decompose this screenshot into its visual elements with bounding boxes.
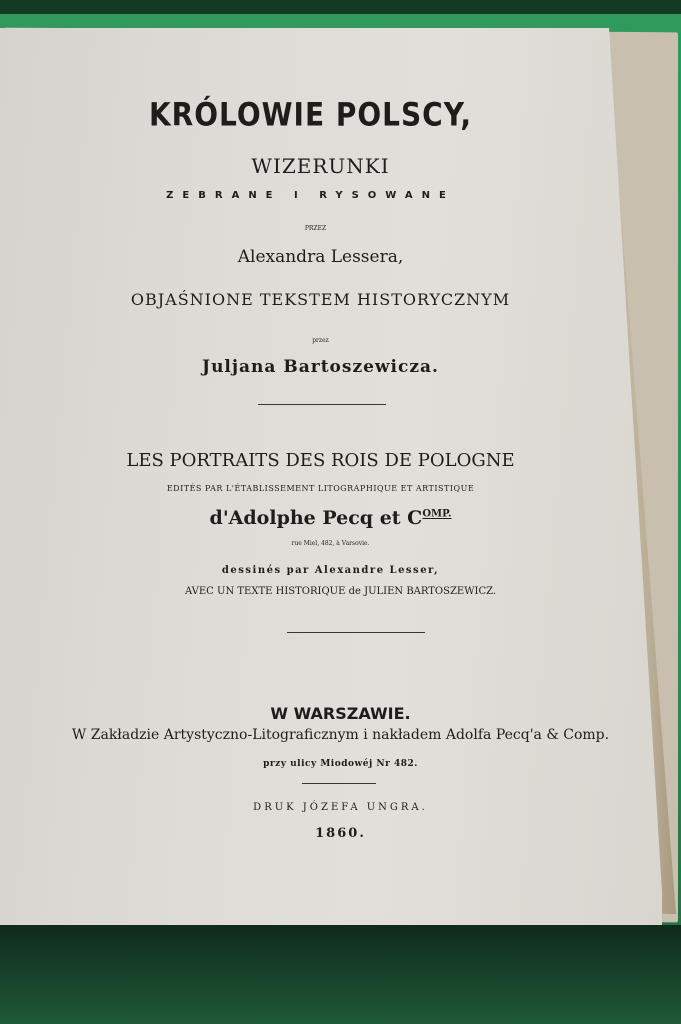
city-line: W WARSZAWIE. <box>270 704 411 723</box>
year-line: 1860. <box>315 826 366 841</box>
by-line-2: przez <box>312 337 329 344</box>
by-line-1: PRZEZ <box>304 225 327 232</box>
address-polish: przy ulicy Miodowéj Nr 482. <box>263 759 418 769</box>
book-title: KRÓLOWIE POLSCY, <box>148 95 473 134</box>
author-bartoszewicz: Juljana Bartoszewicza. <box>202 357 439 377</box>
address-french: rue Miel, 482, à Varsovie. <box>291 540 370 547</box>
divider-rule-3 <box>302 783 376 784</box>
collected-line: ZEBRANE I RYSOWANE <box>166 190 455 201</box>
printer-line: DRUK JÓZEFA UNGRA. <box>253 802 428 813</box>
bottom-shadow <box>0 925 681 1024</box>
top-shadow <box>0 0 681 14</box>
publisher-french-name: d'Adolphe Pecq et C <box>209 507 423 529</box>
author-lesser: Alexandra Lessera, <box>237 247 404 267</box>
divider-rule-2 <box>287 632 425 633</box>
divider-rule-1 <box>258 404 386 405</box>
publisher-french <box>0 507 671 529</box>
explained-line: OBJAŚNIONE TEKSTEM HISTORYCZNYM <box>130 290 511 309</box>
french-title: LES PORTRAITS DES ROIS DE POLOGNE <box>126 450 515 471</box>
book-subtitle: WIZERUNKI <box>251 154 390 178</box>
publisher-polish: W Zakładzie Artystyczno-Litograficznym i nakładem Adolfa Pecq'a & Comp. <box>71 727 610 743</box>
edited-line: EDITÉS PAR L'ÉTABLISSEMENT LITOGRAPHIQUE ET ARTISTIQUE <box>166 484 475 493</box>
with-text-line: AVEC UN TEXTE HISTORIQUE de JULIEN BARTOSZEWICZ. <box>184 586 497 597</box>
publisher-french-sup: OMP. <box>422 508 452 520</box>
drawn-by-line: dessinés par Alexandre Lesser, <box>221 565 440 576</box>
